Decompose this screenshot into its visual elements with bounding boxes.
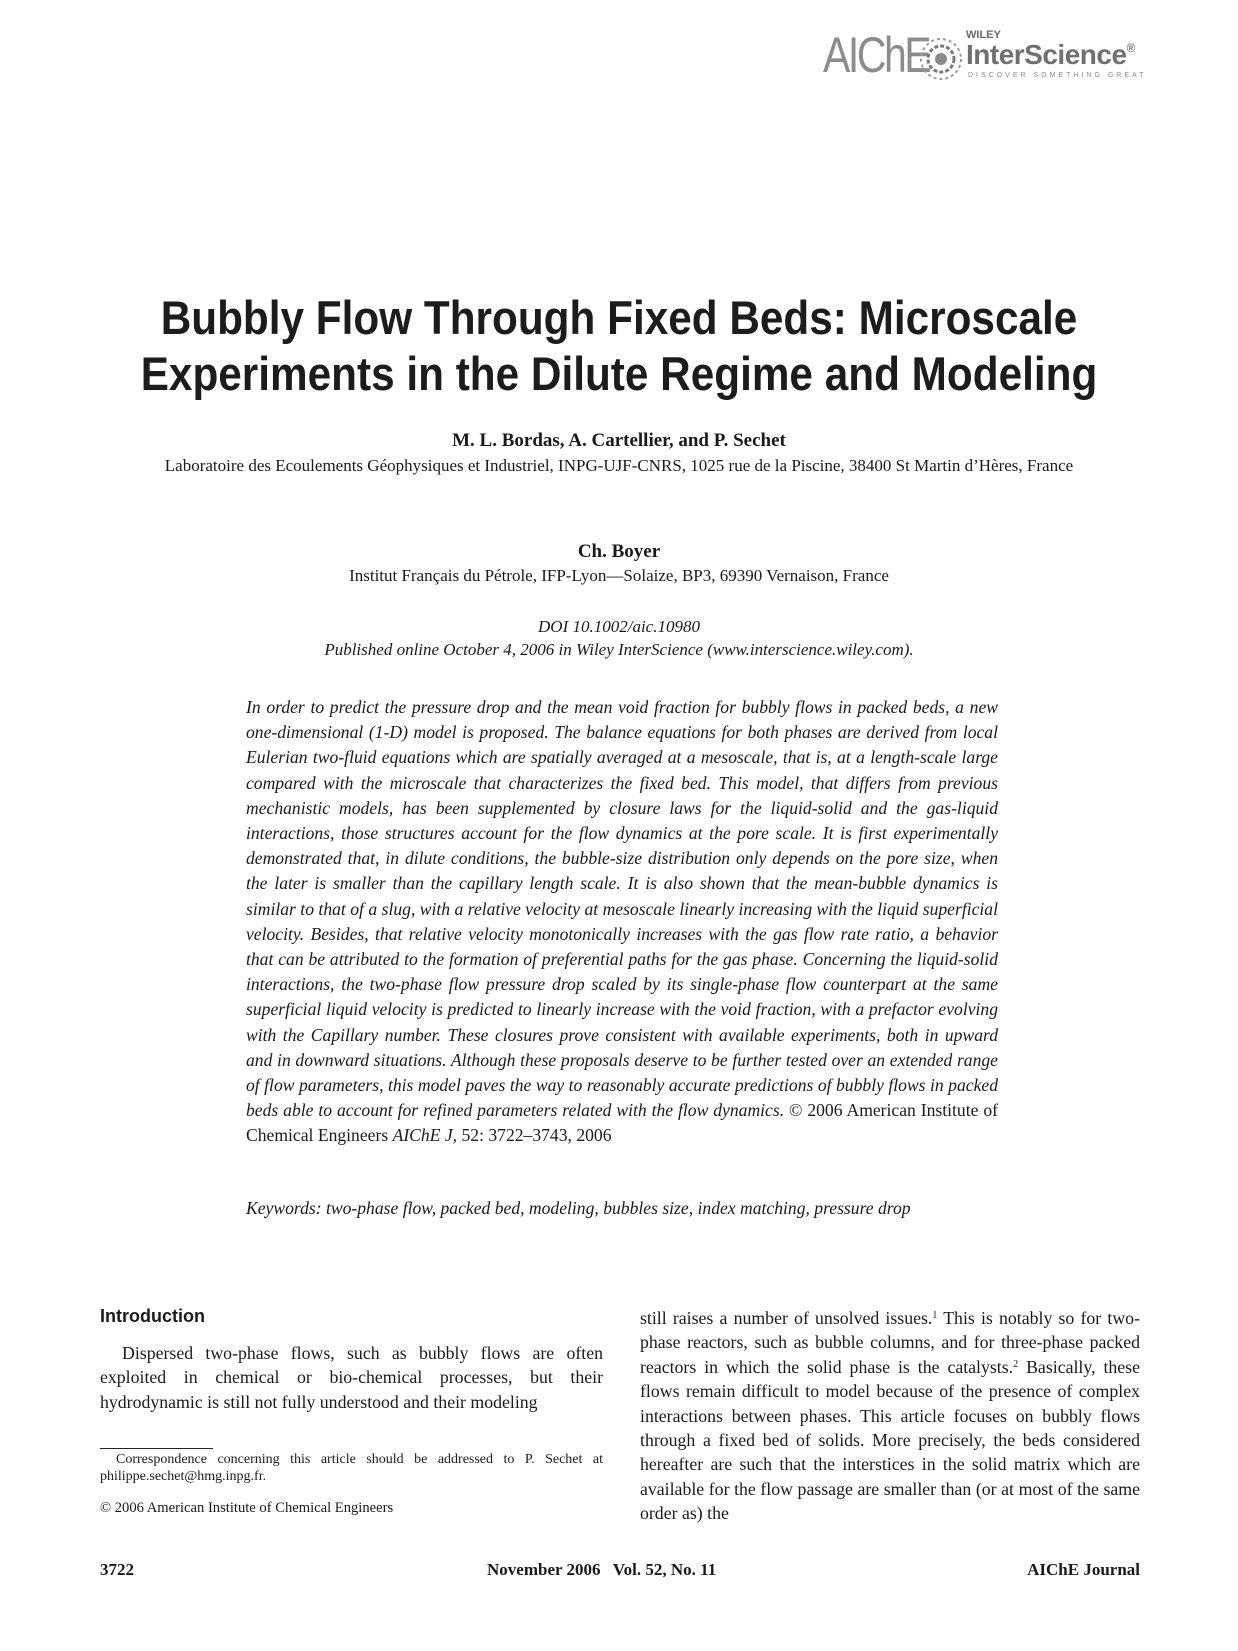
reference-2: 2: [1013, 1358, 1019, 1370]
wiley-logo: WILEY: [966, 29, 1001, 41]
reference-1: 1: [932, 1310, 938, 1321]
author-second-group: Ch. Boyer: [577, 541, 661, 562]
registered-mark: ®: [1126, 41, 1135, 55]
issue-info: November 2006 Vol. 52, No. 11: [487, 1560, 717, 1579]
footnote-divider: [100, 1448, 213, 1449]
page-number: 3722: [100, 1560, 134, 1579]
keywords: Keywords: two-phase flow, packed bed, modeling, bubbles size, index matching, pressure drop: [246, 1198, 911, 1218]
correspondence-footnote: Correspondence concerning this article should be addressed to P. Sechet at philippe.sechet@hmg.inpg.fr.: [100, 1452, 603, 1484]
intro-paragraph-left: Dispersed two-phase flows, such as bubbly flows are often exploited in chemical or bio-chemical processes, but their hydrodynamic is still not fully understood and their modeling: [100, 1343, 603, 1412]
abstract-body: In order to predict the pressure drop and the mean void fraction for bubbly flows in packed beds, a new one-dimensional (1-D) model is proposed. The balance equations for both phases are derived from local Eulerian two-fluid equations which are spatially averaged at a mesoscale, that is, at a length-scale large compared with the microscale that characterizes the fixed bed. This model, that differs from previous mechanistic models, has been supplemented by closure laws for the liquid-solid and the gas-liquid interactions, those structures account for the flow dynamics at the pore scale. It is first experimentally demonstrated that, in dilute conditions, the bubble-size distribution only depends on the pore size, when the later is smaller than the capillary length scale. It is also shown that the mean-bubble dynamics is similar to that of a slug, with a relative velocity at mesoscale linearly increasing with the liquid superficial velocity. Besides, that relative velocity monotonically increases with the gas flow rate ratio, a behavior that can be attributed to the formation of preferential paths for the gas phase. Concerning the liquid-solid interactions, the two-phase flow pressure drop scaled by its single-phase flow counterpart at the same superficial liquid velocity is predicted to linearly increase with the void fraction, with a prefactor evolving with the Capillary number. These closures prove consistent with available experiments, both in upward and in downward situations. Although these proposals deserve to be further tested over an extended range of flow parameters, this model paves the way to reasonably accurate predictions of bubbly flows in packed beds able to account for refined parameters related with the flow dynamics.: [246, 697, 998, 1121]
doi-line: DOI 10.1002/aic.10980: [538, 617, 700, 636]
section-heading-introduction: Introduction: [100, 1306, 205, 1326]
paper-title: [116, 290, 1122, 402]
intro-paragraph-right: [640, 1306, 1140, 1526]
intro-text-a: still raises a number of unsolved issues.: [640, 1308, 933, 1328]
interscience-wordmark: InterScience: [966, 39, 1127, 70]
title-line-2: Experiments in the Dilute Regime and Modeling: [140, 347, 1098, 400]
published-online-line: Published online October 4, 2006 in Wiley InterScience (www.interscience.wiley.com).: [324, 640, 914, 659]
journal-abbrev: AIChE J,: [392, 1125, 458, 1146]
citation-info: 52: 3722–3743, 2006: [457, 1125, 612, 1146]
interscience-tagline: DISCOVER SOMETHING GREAT: [968, 72, 1147, 79]
affiliation: Laboratoire des Ecoulements Géophysiques et Industriel, INPG-UJF-CNRS, 1025 rue de la Piscine, 38400 St Martin d’Hères, France: [164, 456, 1074, 475]
intro-text-b: This is notably so for two-phase reactors, such as bubble columns, and for three-phase packed reactors in which the solid phase is the catalysts.: [640, 1308, 1140, 1377]
affiliation-second: Institut Français du Pétrole, IFP-Lyon—Solaize, BP3, 69390 Vernaison, France: [349, 566, 889, 585]
copyright-notice: © 2006 American Institute of Chemical Engineers: [100, 1500, 394, 1516]
journal-name: AIChE Journal: [1027, 1560, 1140, 1579]
abstract-copyright: © 2006 American Institute of Chemical Engineers: [246, 1100, 999, 1146]
interscience-globe-icon: [917, 35, 965, 83]
aiche-logo: AIChE: [823, 27, 930, 83]
intro-text-c: Basically, these flows remain difficult to model because of the presence of complex interactions between phases. This article focuses on bubbly flows through a fixed bed of solids. More precisely, the beds considered hereafter are such that the interstices in the solid matrix which are available for the flow passage are smaller than (or at most of the same order as) the: [640, 1356, 1140, 1524]
interscience-logo: [966, 41, 1135, 69]
abstract: [246, 695, 998, 1149]
title-line-1: Bubbly Flow Through Fixed Beds: Microscale: [160, 291, 1078, 344]
author-list: M. L. Bordas, A. Cartellier, and P. Sechet: [452, 430, 786, 451]
